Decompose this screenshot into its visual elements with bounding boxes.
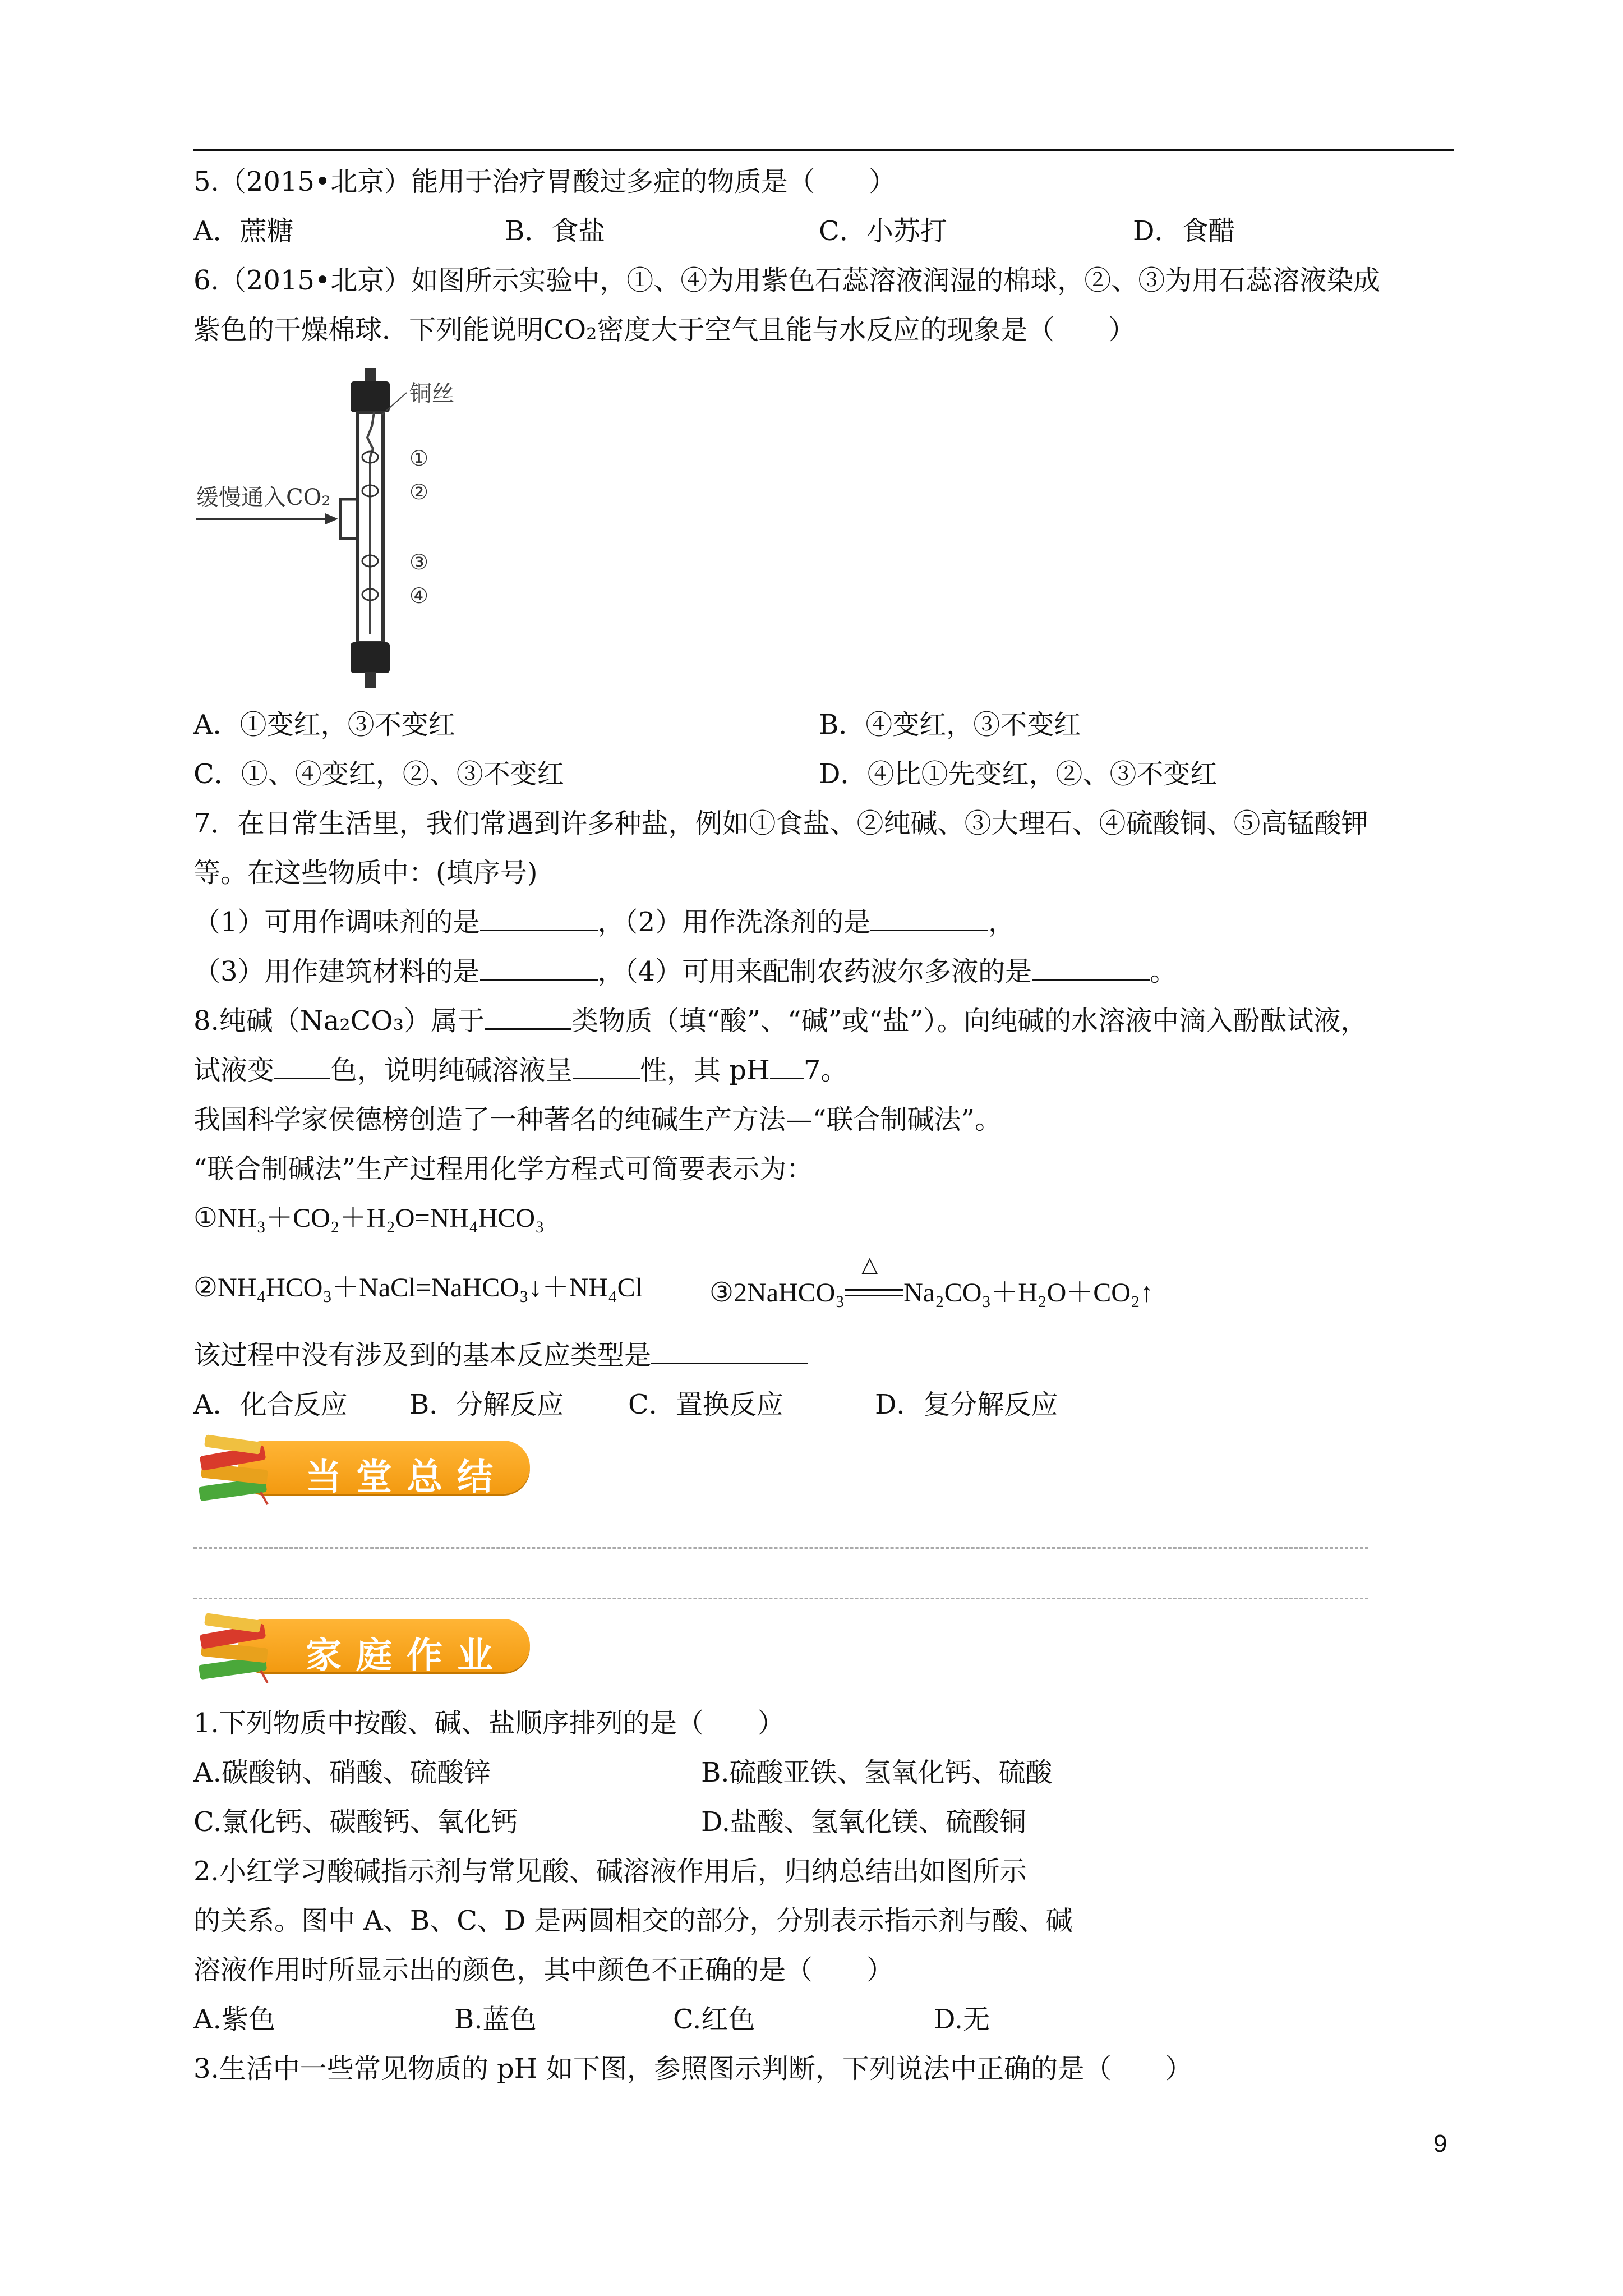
q8-equation-3 [709,1253,1154,1308]
q6-option-d: D．④比①先变红，②、③不变红 [819,758,1218,790]
q8-blank-1[interactable] [485,1025,571,1030]
header-rule [193,149,1454,151]
q5-option-d: D．食醋 [1133,215,1235,247]
q8-option-c: C．置换反应 [628,1389,783,1420]
q8-blank-2[interactable] [274,1074,330,1079]
hw2-line3: 溶液作用时所显示出的颜色，其中颜色不正确的是（ ） [193,1954,894,1986]
q7-part3: （3）用作建筑材料的是 [193,956,480,987]
hw1-option-a: A.碳酸钠、硝酸、硫酸锌 [193,1757,491,1788]
q7-part1: （1）可用作调味剂的是 [193,907,480,938]
hw2-option-d: D.无 [934,2004,990,2035]
q6-option-a: A．①变红，③不变红 [193,709,455,740]
bottom-stopper [351,642,390,673]
q8-b3: 性，其 pH [640,1055,770,1086]
wire-label: 铜丝 [409,381,454,407]
q8-a2: 类物质（填“酸”、“碱”或“盐”）。向纯碱的水溶液中滴入酚酞试液， [571,1005,1368,1037]
hw2-line1: 2.小红学习酸碱指示剂与常见酸、碱溶液作用后，归纳总结出如图所示 [193,1856,1027,1887]
q7-blank-3[interactable] [480,976,598,981]
summary-answer-line-1[interactable] [193,1547,1368,1549]
q7-period: 。 [1150,956,1177,987]
q6-option-c: C．①、④变红，②、③不变红 [193,758,564,790]
q7-blank-2[interactable] [870,926,988,931]
q7-blank-4[interactable] [1032,976,1150,981]
q8-b1: 试液变 [193,1055,275,1086]
hw2-option-a: A.紫色 [193,2004,275,2035]
side-inlet [340,499,357,539]
page-number: 9 [1433,2130,1447,2157]
ball-label-3: ③ [409,550,429,574]
q8-eq3-left: ③2NaHCO₃ [709,1278,845,1308]
q5-option-c: C．小苏打 [819,215,947,247]
summary-section-badge [193,1430,541,1509]
q5-option-a: A．蔗糖 [193,215,294,247]
q8-question-row [193,1342,808,1369]
homework-title: 家庭作业 [306,1635,508,1677]
q7-row2 [193,958,1177,985]
books-icon [193,1609,283,1687]
q8-option-b: B．分解反应 [409,1389,564,1420]
q7-part4: ，（4）可用来配制农药波尔多液的是 [597,956,1032,987]
hw2-option-c: C.红色 [673,2004,755,2035]
q8-blank-5[interactable] [651,1359,808,1364]
books-icon [193,1430,283,1509]
bottom-stopper-knob [365,672,376,688]
q8-blank-4[interactable] [770,1074,804,1079]
ball-label-2: ② [409,480,429,504]
q8-option-a: A．化合反应 [193,1389,348,1420]
q8-question: 该过程中没有涉及到的基本反应类型是 [193,1340,652,1371]
q8-eq3-right: Na₂CO₃＋H₂O＋CO₂↑ [903,1278,1154,1308]
hw3-stem: 3.生活中一些常见物质的 pH 如下图，参照图示判断，下列说法中正确的是（ ） [193,2053,1192,2085]
hw1-option-b: B.硫酸亚铁、氢氧化钙、硫酸 [701,1757,1053,1788]
q8-a1: 8.纯碱（Na₂CO₃）属于 [193,1005,485,1037]
summary-answer-line-2[interactable] [193,1598,1368,1599]
q6-apparatus-figure [193,365,508,690]
ball-label-4: ④ [409,583,429,608]
hw1-option-c: C.氯化钙、碳酸钙、氧化钙 [193,1806,518,1838]
top-stopper [351,381,390,412]
q8-b2: 色，说明纯碱溶液呈 [330,1055,573,1086]
homework-section-badge [193,1609,541,1687]
hw1-stem: 1.下列物质中按酸、碱、盐顺序排列的是（ ） [193,1708,785,1739]
heat-symbol: △ [861,1253,878,1277]
q7-part2: ，（2）用作洗涤剂的是 [597,907,871,938]
ball-label-1: ① [409,446,429,471]
hw1-option-d: D.盐酸、氢氧化镁、硫酸铜 [701,1806,1027,1838]
q7-line1: 7．在日常生活里，我们常遇到许多种盐，例如①食盐、②纯碱、③大理石、④硫酸铜、⑤高锰酸钾 [193,808,1368,839]
q8-line3: 我国科学家侯德榜创造了一种著名的纯碱生产方法—“联合制碱法”。 [193,1104,1002,1135]
inlet-label: 缓慢通入CO₂ [196,485,331,510]
q5-option-b: B．食盐 [505,215,606,247]
q8-blank-3[interactable] [573,1074,640,1079]
q6-stem-line1: 6.（2015•北京）如图所示实验中，①、④为用紫色石蕊溶液润湿的棉球，②、③为用石蕊溶液染成 [193,265,1381,296]
q8-line2 [193,1057,847,1084]
q8-b4: 7。 [803,1055,848,1086]
q7-comma: ， [988,907,1016,938]
q7-blank-1[interactable] [480,926,598,931]
q6-stem-line2: 紫色的干燥棉球．下列能说明CO₂密度大于空气且能与水反应的现象是（ ） [193,314,1136,346]
q8-line1 [193,1005,1368,1037]
q5-stem: 5.（2015•北京）能用于治疗胃酸过多症的物质是（ ） [193,166,896,197]
q8-option-d: D．复分解反应 [875,1389,1058,1420]
q8-equation-1: ①NH₃＋CO₂＋H₂O=NH₄HCO₃ [193,1203,545,1233]
hw2-option-b: B.蓝色 [454,2004,537,2035]
hw2-line2: 的关系。图中 A、B、C、D 是两圆相交的部分，分别表示指示剂与酸、碱 [193,1905,1073,1936]
q8-eq3-arrow [845,1253,903,1301]
q6-option-b: B．④变红，③不变红 [819,709,1081,740]
q8-line4: “联合制碱法”生产过程用化学方程式可简要表示为： [193,1153,814,1185]
q8-equation-2: ②NH₄HCO₃＋NaCl=NaHCO₃↓＋NH₄Cl [193,1273,643,1303]
q7-line2: 等。在这些物质中：(填序号) [193,857,538,889]
q7-row1 [193,909,1015,936]
inlet-arrow-head [325,513,338,524]
summary-title: 当堂总结 [306,1457,508,1498]
